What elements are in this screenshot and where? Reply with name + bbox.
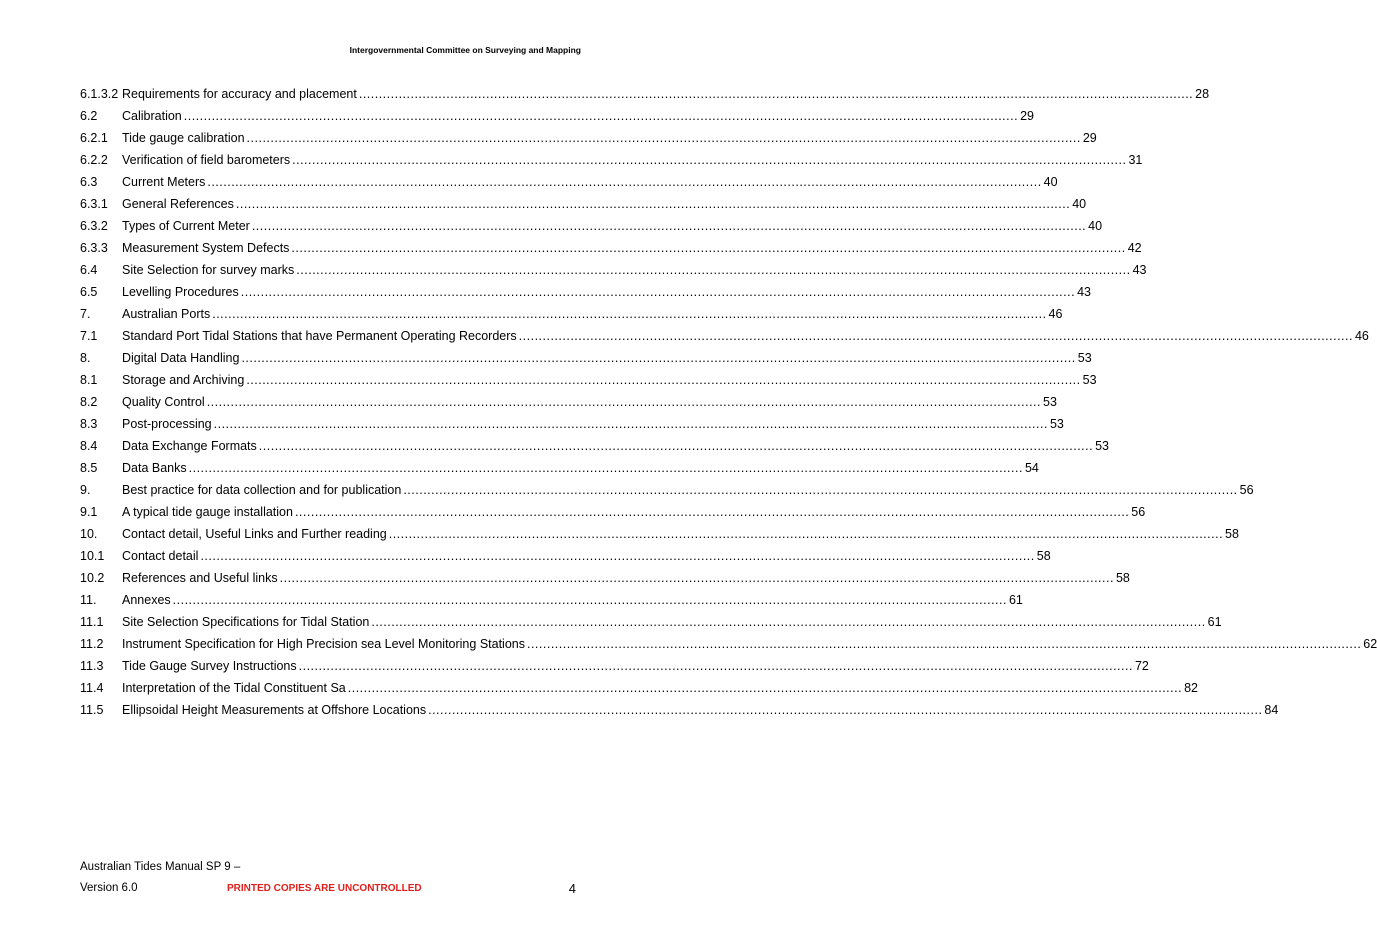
toc-entry-title: Site Selection Specifications for Tidal Station bbox=[122, 615, 370, 629]
toc-entry-title: Ellipsoidal Height Measurements at Offshore Locations bbox=[122, 703, 427, 717]
toc-entry[interactable] bbox=[80, 608, 1222, 630]
toc-entry[interactable] bbox=[80, 674, 1198, 696]
toc-entry[interactable] bbox=[80, 256, 1147, 278]
toc-entry-page: 58 bbox=[1225, 527, 1239, 541]
toc-entry-page: 53 bbox=[1095, 439, 1110, 453]
toc-entry-number: 8.4 bbox=[80, 439, 98, 453]
toc-entry-page: 53 bbox=[1049, 417, 1064, 431]
toc-entry-number: 8. bbox=[80, 351, 91, 365]
toc-dot-leader bbox=[241, 285, 1075, 300]
toc-entry-title: Types of Current Meter bbox=[122, 219, 250, 233]
footer bbox=[80, 882, 582, 898]
toc-entry-title: Calibration bbox=[122, 109, 182, 123]
toc-entry-title: Storage and Archiving bbox=[122, 373, 245, 387]
toc-entry-number: 8.1 bbox=[80, 373, 98, 387]
toc-entry-page: 53 bbox=[1082, 373, 1097, 387]
toc-dot-leader bbox=[259, 439, 1093, 454]
toc-dot-leader bbox=[247, 131, 1081, 146]
toc-entry-page: 40 bbox=[1043, 175, 1058, 189]
toc-dot-leader bbox=[359, 87, 1193, 102]
toc-entry-title: Australian Ports bbox=[122, 307, 211, 321]
toc-entry-title: Annexes bbox=[122, 593, 171, 607]
toc-dot-leader bbox=[291, 241, 1125, 256]
toc-entry-page: 42 bbox=[1127, 241, 1142, 255]
toc-entry[interactable] bbox=[80, 476, 1254, 498]
toc-entry[interactable] bbox=[80, 410, 1064, 432]
toc-entry-page: 46 bbox=[1048, 307, 1063, 321]
toc-entry-title: Standard Port Tidal Stations that have Permanent Operating Recorders bbox=[122, 329, 517, 343]
toc-dot-leader bbox=[241, 351, 1075, 366]
toc-dot-leader bbox=[246, 373, 1080, 388]
toc-entry-page: 53 bbox=[1077, 351, 1092, 365]
toc-entry-number: 8.3 bbox=[80, 417, 98, 431]
toc-entry[interactable] bbox=[80, 234, 1142, 256]
footer-version: Version 6.0 bbox=[80, 882, 138, 894]
toc-entry-number: 8.5 bbox=[80, 461, 98, 475]
toc-entry[interactable] bbox=[80, 190, 1087, 212]
toc-entry-title: References and Useful links bbox=[122, 571, 278, 585]
toc-dot-leader bbox=[348, 681, 1182, 696]
toc-entry-page: 56 bbox=[1131, 505, 1146, 519]
toc-entry[interactable] bbox=[80, 564, 1130, 586]
toc-entry-number: 6.2.2 bbox=[80, 153, 108, 167]
toc-dot-leader bbox=[173, 593, 1007, 608]
toc-entry-number: 10. bbox=[80, 527, 98, 541]
table-of-contents bbox=[80, 80, 1377, 718]
toc-entry-title: Tide gauge calibration bbox=[122, 131, 245, 145]
toc-dot-leader bbox=[295, 505, 1129, 520]
toc-entry[interactable] bbox=[80, 630, 1377, 652]
toc-entry[interactable] bbox=[80, 124, 1097, 146]
toc-entry-title: A typical tide gauge installation bbox=[122, 505, 293, 519]
toc-entry-page: 53 bbox=[1043, 395, 1057, 409]
toc-entry-title: Data Exchange Formats bbox=[122, 439, 257, 453]
toc-entry-title: Best practice for data collection and for publication bbox=[122, 483, 402, 497]
toc-entry-number: 11.2 bbox=[80, 637, 104, 651]
toc-dot-leader bbox=[403, 483, 1237, 498]
toc-entry-number: 10.2 bbox=[80, 571, 105, 585]
toc-entry[interactable] bbox=[80, 366, 1097, 388]
toc-entry-number: 9.1 bbox=[80, 505, 98, 519]
toc-dot-leader bbox=[212, 307, 1046, 322]
toc-entry-title: Interpretation of the Tidal Constituent Sa bbox=[122, 681, 346, 695]
toc-entry-title: Quality Control bbox=[122, 395, 205, 409]
toc-dot-leader bbox=[184, 109, 1018, 124]
toc-entry-page: 84 bbox=[1264, 703, 1279, 717]
toc-entry-page: 82 bbox=[1184, 681, 1198, 695]
toc-entry[interactable] bbox=[80, 278, 1091, 300]
toc-entry-title: Contact detail bbox=[122, 549, 199, 563]
toc-entry-title: Requirements for accuracy and placement bbox=[122, 87, 357, 101]
toc-entry-title: Digital Data Handling bbox=[122, 351, 240, 365]
toc-entry-number: 6.3.3 bbox=[80, 241, 108, 255]
toc-entry-title: Verification of field barometers bbox=[122, 153, 291, 167]
toc-dot-leader bbox=[527, 637, 1361, 652]
toc-entry-title: General References bbox=[122, 197, 234, 211]
toc-entry-page: 40 bbox=[1088, 219, 1103, 233]
toc-entry-number: 6.3.1 bbox=[80, 197, 108, 211]
toc-entry-page: 61 bbox=[1207, 615, 1222, 629]
toc-dot-leader bbox=[189, 461, 1023, 476]
toc-entry-page: 56 bbox=[1239, 483, 1254, 497]
toc-entry-page: 29 bbox=[1082, 131, 1097, 145]
toc-entry-number: 6.2 bbox=[80, 109, 98, 123]
toc-entry-number: 6.4 bbox=[80, 263, 98, 277]
toc-entry-page: 62 bbox=[1363, 637, 1377, 651]
toc-dot-leader bbox=[207, 395, 1041, 410]
toc-entry-page: 54 bbox=[1024, 461, 1039, 475]
toc-entry[interactable] bbox=[80, 388, 1057, 410]
toc-entry[interactable] bbox=[80, 542, 1051, 564]
toc-entry-number: 11.5 bbox=[80, 703, 104, 717]
toc-entry-page: 58 bbox=[1036, 549, 1051, 563]
toc-entry-title: Contact detail, Useful Links and Further reading bbox=[122, 527, 387, 541]
toc-entry-page: 31 bbox=[1128, 153, 1143, 167]
toc-dot-leader bbox=[280, 571, 1114, 586]
page-number: 4 bbox=[568, 881, 576, 896]
toc-dot-leader bbox=[207, 175, 1041, 190]
toc-entry-number: 7.1 bbox=[80, 329, 98, 343]
toc-entry[interactable] bbox=[80, 146, 1143, 168]
toc-entry-title: Instrument Specification for High Precision sea Level Monitoring Stations bbox=[122, 637, 525, 651]
toc-entry-number: 9. bbox=[80, 483, 91, 497]
toc-dot-leader bbox=[371, 615, 1205, 630]
toc-entry[interactable] bbox=[80, 212, 1103, 234]
footer-manual-title: Australian Tides Manual SP 9 – bbox=[80, 861, 241, 873]
toc-entry[interactable] bbox=[80, 520, 1239, 542]
toc-entry-number: 6.3.2 bbox=[80, 219, 108, 233]
toc-entry-page: 46 bbox=[1354, 329, 1369, 343]
toc-entry[interactable] bbox=[80, 168, 1058, 190]
toc-dot-leader bbox=[252, 219, 1086, 234]
toc-entry[interactable] bbox=[80, 102, 1034, 124]
toc-entry-title: Tide Gauge Survey Instructions bbox=[122, 659, 297, 673]
toc-entry-page: 29 bbox=[1020, 109, 1034, 123]
toc-entry[interactable] bbox=[80, 586, 1023, 608]
toc-entry-number: 7. bbox=[80, 307, 91, 321]
toc-entry[interactable] bbox=[80, 454, 1039, 476]
toc-dot-leader bbox=[296, 263, 1130, 278]
footer-uncontrolled-notice: PRINTED COPIES ARE UNCONTROLLED bbox=[227, 883, 422, 894]
toc-entry-title: Levelling Procedures bbox=[122, 285, 239, 299]
toc-entry-number: 6.1.3.2 bbox=[80, 87, 119, 101]
toc-entry[interactable] bbox=[80, 652, 1149, 674]
toc-entry-page: 61 bbox=[1008, 593, 1023, 607]
toc-entry[interactable] bbox=[80, 696, 1279, 718]
toc-dot-leader bbox=[236, 197, 1070, 212]
toc-entry-page: 43 bbox=[1077, 285, 1091, 299]
toc-dot-leader bbox=[389, 527, 1223, 542]
toc-entry-title: Data Banks bbox=[122, 461, 187, 475]
toc-entry-title: Measurement System Defects bbox=[122, 241, 290, 255]
toc-dot-leader bbox=[519, 329, 1353, 344]
toc-entry-page: 58 bbox=[1115, 571, 1130, 585]
toc-entry-number: 6.3 bbox=[80, 175, 98, 189]
running-header: Intergovernmental Committee on Surveying and Mapping bbox=[349, 45, 581, 55]
toc-entry[interactable] bbox=[80, 432, 1110, 454]
toc-entry-number: 11.4 bbox=[80, 681, 104, 695]
toc-entry-number: 11. bbox=[80, 593, 97, 607]
toc-entry-title: Site Selection for survey marks bbox=[122, 263, 295, 277]
toc-entry-page: 40 bbox=[1072, 197, 1087, 211]
toc-entry-number: 11.1 bbox=[80, 615, 104, 629]
toc-entry[interactable] bbox=[80, 498, 1146, 520]
toc-entry[interactable] bbox=[80, 344, 1092, 366]
toc-entry-number: 8.2 bbox=[80, 395, 98, 409]
toc-entry-title: Current Meters bbox=[122, 175, 206, 189]
toc-entry-number: 6.2.1 bbox=[80, 131, 108, 145]
toc-entry[interactable] bbox=[80, 322, 1369, 344]
toc-entry-number: 11.3 bbox=[80, 659, 104, 673]
toc-entry-page: 43 bbox=[1132, 263, 1147, 277]
toc-entry-page: 72 bbox=[1134, 659, 1149, 673]
toc-entry[interactable] bbox=[80, 300, 1063, 322]
toc-entry-title: Post-processing bbox=[122, 417, 212, 431]
toc-dot-leader bbox=[214, 417, 1048, 432]
toc-dot-leader bbox=[299, 659, 1133, 674]
toc-entry-number: 6.5 bbox=[80, 285, 98, 299]
toc-dot-leader bbox=[428, 703, 1262, 718]
toc-dot-leader bbox=[200, 549, 1034, 564]
toc-dot-leader bbox=[292, 153, 1126, 168]
toc-entry-page: 28 bbox=[1195, 87, 1210, 101]
toc-entry-number: 10.1 bbox=[80, 549, 105, 563]
toc-entry[interactable] bbox=[80, 80, 1210, 102]
